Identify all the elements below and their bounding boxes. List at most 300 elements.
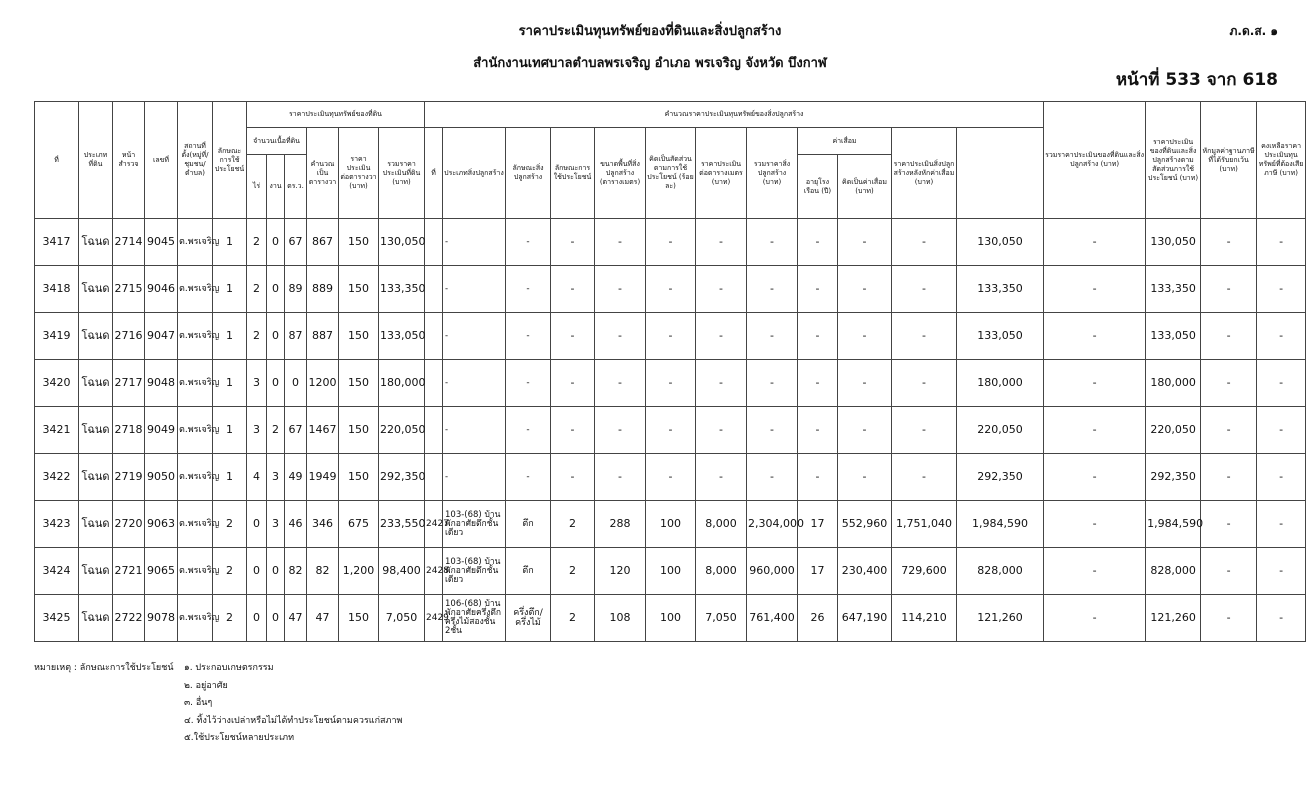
cell-bldg-price-per-m: - [696, 360, 747, 407]
cell-share-value: - [1044, 501, 1146, 548]
cell-land-type: โฉนด [79, 548, 113, 595]
cell-bldg-after-dep: - [892, 407, 957, 454]
table-body [35, 219, 1306, 642]
table-row [35, 454, 1306, 501]
cell-price-per-wa: 1,200 [339, 548, 379, 595]
col-survey-page: หน้าสำรวจ [113, 102, 145, 219]
cell-bldg-price-per-m: - [696, 266, 747, 313]
cell-remaining: - [1201, 407, 1257, 454]
col-ngan: งาน [267, 155, 285, 219]
cell-ngan: 2 [267, 407, 285, 454]
cell-location: ต.พรเจริญ [178, 360, 213, 407]
table-row [35, 548, 1306, 595]
cell-bldg-after-dep: 1,751,040 [892, 501, 957, 548]
cell-no: 3420 [35, 360, 79, 407]
cell-ngan: 0 [267, 595, 285, 642]
cell-share-value: - [1044, 454, 1146, 501]
cell-dep-age: 17 [798, 501, 838, 548]
cell-bldg-total: - [747, 407, 798, 454]
cell-rai: 3 [247, 360, 267, 407]
cell-bldg-area: - [595, 360, 646, 407]
cell-land-type: โฉนด [79, 501, 113, 548]
col-land-type: ประเภทที่ดิน [79, 102, 113, 219]
cell-bldg-price-per-m: - [696, 454, 747, 501]
cell-bldg-price-per-m: - [696, 219, 747, 266]
cell-dep-age: 17 [798, 548, 838, 595]
cell-bldg-usage: - [551, 266, 595, 313]
footnote-item: ๕.ใช้ประโยชน์หลายประเภท [184, 733, 295, 743]
area-group-header: จำนวนเนื้อที่ดิน [247, 128, 307, 155]
cell-grand-total: 220,050 [957, 407, 1044, 454]
cell-no: 3425 [35, 595, 79, 642]
footnote-label: หมายเหตุ : ลักษณะการใช้ประโยชน์ [34, 663, 174, 673]
cell-rai: 0 [247, 595, 267, 642]
cell-usage: 1 [213, 313, 247, 360]
cell-dep-age: - [798, 454, 838, 501]
cell-location: ต.พรเจริญ [178, 219, 213, 266]
cell-bldg-usage: 2 [551, 548, 595, 595]
cell-remaining: - [1201, 313, 1257, 360]
cell-bldg-no [425, 454, 443, 501]
cell-wa: 82 [285, 548, 307, 595]
cell-bldg-usage: - [551, 219, 595, 266]
cell-tax-rate: - [1257, 407, 1306, 454]
cell-bldg-area: 108 [595, 595, 646, 642]
form-code: ภ.ด.ส. ๑ [1229, 24, 1278, 38]
cell-price-per-wa: 150 [339, 219, 379, 266]
col-area-sqwa: คำนวณเป็นตารางวา [307, 128, 339, 219]
col-bldg-no: ที่ [425, 128, 443, 219]
cell-doc-no: 9045 [145, 219, 178, 266]
cell-area-sqwa: 889 [307, 266, 339, 313]
cell-bldg-pct: - [646, 454, 696, 501]
cell-ngan: 3 [267, 454, 285, 501]
cell-dep-amount: - [838, 454, 892, 501]
cell-grand-total: 133,050 [957, 313, 1044, 360]
cell-share-value: - [1044, 595, 1146, 642]
cell-share-value: - [1044, 219, 1146, 266]
cell-usage: 2 [213, 501, 247, 548]
cell-exemption: 220,050 [1146, 407, 1201, 454]
cell-bldg-type: 103-(68) บ้านพักอาศัยตึกชั้นเดียว [443, 501, 506, 548]
cell-dep-amount: 647,190 [838, 595, 892, 642]
cell-land-total: 133,350 [379, 266, 425, 313]
cell-bldg-no [425, 360, 443, 407]
cell-survey-page: 2717 [113, 360, 145, 407]
cell-grand-total: 1,984,590 [957, 501, 1044, 548]
cell-grand-total: 133,350 [957, 266, 1044, 313]
cell-dep-amount: - [838, 313, 892, 360]
cell-bldg-after-dep: - [892, 454, 957, 501]
cell-bldg-type: 106-(68) บ้านพักอาศัยครึ่งตึกครึ่งไม้สองชั้น 2ชั้น [443, 595, 506, 642]
cell-tax-rate: - [1257, 454, 1306, 501]
cell-bldg-kind: - [506, 407, 551, 454]
cell-location: ต.พรเจริญ [178, 407, 213, 454]
cell-dep-amount: 552,960 [838, 501, 892, 548]
cell-dep-amount: 230,400 [838, 548, 892, 595]
cell-bldg-type: - [443, 266, 506, 313]
cell-price-per-wa: 150 [339, 360, 379, 407]
col-bldg-kind: ลักษณะสิ่งปลูกสร้าง [506, 128, 551, 219]
cell-remaining: - [1201, 548, 1257, 595]
cell-dep-age: - [798, 266, 838, 313]
cell-doc-no: 9078 [145, 595, 178, 642]
cell-wa: 0 [285, 360, 307, 407]
cell-usage: 2 [213, 595, 247, 642]
cell-doc-no: 9063 [145, 501, 178, 548]
cell-location: ต.พรเจริญ [178, 595, 213, 642]
col-bldg-after-dep: ราคาประเมินสิ่งปลูกสร้างหลังหักค่าเสื่อม (บาท) [892, 128, 957, 219]
cell-area-sqwa: 1200 [307, 360, 339, 407]
col-bldg-area: ขนาดพื้นที่สิ่งปลูกสร้าง (ตารางเมตร) [595, 128, 646, 219]
cell-wa: 46 [285, 501, 307, 548]
cell-land-type: โฉนด [79, 407, 113, 454]
cell-exemption: 180,000 [1146, 360, 1201, 407]
cell-bldg-pct: - [646, 219, 696, 266]
col-land-total: รวมราคาประเมินที่ดิน (บาท) [379, 128, 425, 219]
cell-doc-no: 9048 [145, 360, 178, 407]
cell-bldg-pct: 100 [646, 595, 696, 642]
cell-area-sqwa: 47 [307, 595, 339, 642]
cell-rai: 2 [247, 313, 267, 360]
cell-no: 3423 [35, 501, 79, 548]
cell-ngan: 0 [267, 360, 285, 407]
cell-dep-amount: - [838, 360, 892, 407]
cell-bldg-kind: - [506, 313, 551, 360]
cell-remaining: - [1201, 501, 1257, 548]
document-subtitle: สำนักงานเทศบาลตำบลพรเจริญ อำเภอ พรเจริญ จังหวัด บึงกาฬ [473, 56, 827, 71]
cell-ngan: 3 [267, 501, 285, 548]
cell-rai: 0 [247, 501, 267, 548]
cell-bldg-no [425, 219, 443, 266]
cell-no: 3422 [35, 454, 79, 501]
table-row [35, 407, 1306, 454]
cell-dep-age: - [798, 219, 838, 266]
col-bldg-total: รวมราคาสิ่งปลูกสร้าง (บาท) [747, 128, 798, 219]
cell-survey-page: 2718 [113, 407, 145, 454]
cell-remaining: - [1201, 219, 1257, 266]
footnote-item: ๔. ทิ้งไว้ว่างเปล่าหรือไม่ได้ทำประโยชน์ตามควรแก่สภาพ [184, 715, 403, 726]
col-usage: ลักษณะการใช้ประโยชน์ [213, 102, 247, 219]
table-row [35, 313, 1306, 360]
cell-wa: 49 [285, 454, 307, 501]
assessment-table [34, 101, 1306, 642]
footnote-item: ๓. อื่นๆ [184, 698, 213, 708]
cell-rai: 0 [247, 548, 267, 595]
cell-bldg-usage: - [551, 454, 595, 501]
col-doc-no: เลขที่ [145, 102, 178, 219]
cell-land-total: 180,000 [379, 360, 425, 407]
table-row [35, 266, 1306, 313]
cell-location: ต.พรเจริญ [178, 266, 213, 313]
cell-dep-age: - [798, 313, 838, 360]
cell-survey-page: 2722 [113, 595, 145, 642]
cell-bldg-no: 2429 [425, 595, 443, 642]
cell-bldg-no [425, 313, 443, 360]
cell-bldg-pct: - [646, 407, 696, 454]
cell-survey-page: 2719 [113, 454, 145, 501]
cell-doc-no: 9047 [145, 313, 178, 360]
cell-bldg-after-dep: 729,600 [892, 548, 957, 595]
cell-survey-page: 2721 [113, 548, 145, 595]
cell-rai: 3 [247, 407, 267, 454]
cell-remaining: - [1201, 360, 1257, 407]
cell-bldg-kind: - [506, 360, 551, 407]
cell-bldg-pct: 100 [646, 548, 696, 595]
cell-land-total: 98,400 [379, 548, 425, 595]
cell-no: 3417 [35, 219, 79, 266]
cell-ngan: 0 [267, 548, 285, 595]
cell-area-sqwa: 887 [307, 313, 339, 360]
cell-wa: 89 [285, 266, 307, 313]
cell-ngan: 0 [267, 219, 285, 266]
cell-land-total: 133,050 [379, 313, 425, 360]
table-row [35, 595, 1306, 642]
cell-bldg-after-dep: - [892, 266, 957, 313]
cell-price-per-wa: 150 [339, 266, 379, 313]
cell-location: ต.พรเจริญ [178, 548, 213, 595]
cell-bldg-area: - [595, 219, 646, 266]
cell-grand-total: 180,000 [957, 360, 1044, 407]
cell-bldg-type: - [443, 360, 506, 407]
cell-bldg-total: 960,000 [747, 548, 798, 595]
cell-bldg-total: - [747, 313, 798, 360]
cell-area-sqwa: 1467 [307, 407, 339, 454]
col-grand-total: รวมราคาประเมินของที่ดินและสิ่งปลูกสร้าง (บาท) [1044, 102, 1146, 219]
building-group-header: คำนวณราคาประเมินทุนทรัพย์ของสิ่งปลูกสร้าง [425, 102, 1044, 128]
cell-area-sqwa: 867 [307, 219, 339, 266]
cell-bldg-total: 761,400 [747, 595, 798, 642]
cell-bldg-type: - [443, 219, 506, 266]
cell-bldg-area: - [595, 407, 646, 454]
cell-usage: 2 [213, 548, 247, 595]
cell-bldg-usage: 2 [551, 595, 595, 642]
cell-remaining: - [1201, 454, 1257, 501]
cell-tax-rate: - [1257, 360, 1306, 407]
cell-grand-total: 828,000 [957, 548, 1044, 595]
cell-bldg-no: 2427 [425, 501, 443, 548]
col-exemption: หักมูลค่าฐานภาษีที่ได้รับยกเว้น (บาท) [1201, 102, 1257, 219]
cell-bldg-kind: ตึก [506, 548, 551, 595]
cell-exemption: 133,350 [1146, 266, 1201, 313]
col-bldg-usage: ลักษณะการใช้ประโยชน์ [551, 128, 595, 219]
cell-share-value: - [1044, 360, 1146, 407]
cell-usage: 1 [213, 360, 247, 407]
cell-bldg-area: - [595, 266, 646, 313]
cell-exemption: 828,000 [1146, 548, 1201, 595]
cell-land-type: โฉนด [79, 360, 113, 407]
cell-bldg-kind: - [506, 454, 551, 501]
table-row [35, 219, 1306, 266]
col-price-per-wa: ราคาประเมินต่อตารางวา (บาท) [339, 128, 379, 219]
col-bldg-pct: คิดเป็นสัดส่วนตามการใช้ประโยชน์ (ร้อยละ) [646, 128, 696, 219]
cell-land-total: 220,050 [379, 407, 425, 454]
col-bldg-type: ประเภทสิ่งปลูกสร้าง [443, 128, 506, 219]
col-bldg-price-per-m: ราคาประเมินต่อตารางเมตร (บาท) [696, 128, 747, 219]
cell-bldg-type: - [443, 454, 506, 501]
cell-price-per-wa: 150 [339, 454, 379, 501]
cell-usage: 1 [213, 407, 247, 454]
cell-bldg-no [425, 407, 443, 454]
cell-dep-amount: - [838, 407, 892, 454]
cell-doc-no: 9049 [145, 407, 178, 454]
cell-survey-page: 2715 [113, 266, 145, 313]
cell-usage: 1 [213, 219, 247, 266]
cell-bldg-no [425, 266, 443, 313]
cell-share-value: - [1044, 548, 1146, 595]
cell-bldg-total: - [747, 266, 798, 313]
cell-bldg-after-dep: - [892, 360, 957, 407]
cell-tax-rate: - [1257, 266, 1306, 313]
cell-price-per-wa: 150 [339, 595, 379, 642]
cell-bldg-total: - [747, 360, 798, 407]
cell-land-type: โฉนด [79, 595, 113, 642]
cell-bldg-price-per-m: 8,000 [696, 548, 747, 595]
cell-bldg-price-per-m: 8,000 [696, 501, 747, 548]
cell-no: 3419 [35, 313, 79, 360]
cell-bldg-kind: - [506, 266, 551, 313]
cell-tax-rate: - [1257, 219, 1306, 266]
col-dep-age: อายุโรงเรือน (ปี) [798, 155, 838, 219]
cell-survey-page: 2720 [113, 501, 145, 548]
cell-tax-rate: - [1257, 313, 1306, 360]
col-wa: ตร.ว. [285, 155, 307, 219]
document-title: ราคาประเมินทุนทรัพย์ของที่ดินและสิ่งปลูกสร้าง [518, 24, 782, 39]
cell-tax-rate: - [1257, 595, 1306, 642]
table-row [35, 360, 1306, 407]
cell-exemption: 133,050 [1146, 313, 1201, 360]
cell-doc-no: 9050 [145, 454, 178, 501]
cell-area-sqwa: 1949 [307, 454, 339, 501]
cell-bldg-usage: - [551, 313, 595, 360]
cell-exemption: 130,050 [1146, 219, 1201, 266]
cell-bldg-after-dep: 114,210 [892, 595, 957, 642]
cell-price-per-wa: 150 [339, 313, 379, 360]
cell-bldg-usage: - [551, 407, 595, 454]
cell-exemption: 1,984,590 [1146, 501, 1201, 548]
cell-wa: 67 [285, 219, 307, 266]
col-no: ที่ [35, 102, 79, 219]
cell-no: 3421 [35, 407, 79, 454]
cell-wa: 47 [285, 595, 307, 642]
cell-dep-amount: - [838, 219, 892, 266]
footnote-items [184, 660, 402, 748]
cell-location: ต.พรเจริญ [178, 313, 213, 360]
cell-location: ต.พรเจริญ [178, 454, 213, 501]
cell-dep-age: - [798, 407, 838, 454]
cell-survey-page: 2714 [113, 219, 145, 266]
cell-location: ต.พรเจริญ [178, 501, 213, 548]
cell-grand-total: 130,050 [957, 219, 1044, 266]
page-indicator: หน้าที่ 533 จาก 618 [1115, 70, 1278, 90]
cell-land-type: โฉนด [79, 454, 113, 501]
cell-area-sqwa: 346 [307, 501, 339, 548]
cell-remaining: - [1201, 595, 1257, 642]
cell-price-per-wa: 150 [339, 407, 379, 454]
cell-land-total: 292,350 [379, 454, 425, 501]
cell-bldg-after-dep: - [892, 313, 957, 360]
table-row [35, 501, 1306, 548]
cell-no: 3418 [35, 266, 79, 313]
cell-land-total: 7,050 [379, 595, 425, 642]
cell-bldg-total: - [747, 219, 798, 266]
cell-usage: 1 [213, 266, 247, 313]
cell-bldg-usage: 2 [551, 501, 595, 548]
cell-bldg-type: - [443, 313, 506, 360]
cell-usage: 1 [213, 454, 247, 501]
cell-doc-no: 9065 [145, 548, 178, 595]
cell-no: 3424 [35, 548, 79, 595]
col-share-value: ราคาประเมินของที่ดินและสิ่งปลูกสร้างตามสัดส่วนการใช้ประโยชน์ (บาท) [1146, 102, 1201, 219]
cell-price-per-wa: 675 [339, 501, 379, 548]
col-location: สถานที่ตั้ง(หมู่ที่/ชุมชน/ตำบล) [178, 102, 213, 219]
cell-bldg-kind: ครึ่งตึก/ครึ่งไม้ [506, 595, 551, 642]
footnote-item: ๑. ประกอบเกษตรกรรม [184, 663, 274, 673]
cell-share-value: - [1044, 407, 1146, 454]
cell-rai: 2 [247, 219, 267, 266]
cell-area-sqwa: 82 [307, 548, 339, 595]
cell-bldg-price-per-m: - [696, 407, 747, 454]
cell-bldg-after-dep: - [892, 219, 957, 266]
cell-wa: 67 [285, 407, 307, 454]
footnote-item: ๒. อยู่อาศัย [184, 680, 228, 691]
table-header [35, 102, 1306, 219]
cell-exemption: 292,350 [1146, 454, 1201, 501]
cell-land-total: 233,550 [379, 501, 425, 548]
cell-bldg-price-per-m: 7,050 [696, 595, 747, 642]
cell-bldg-total: 2,304,000 [747, 501, 798, 548]
cell-bldg-type: - [443, 407, 506, 454]
cell-land-type: โฉนด [79, 219, 113, 266]
cell-bldg-total: - [747, 454, 798, 501]
cell-grand-total: 121,260 [957, 595, 1044, 642]
cell-bldg-kind: ตึก [506, 501, 551, 548]
cell-wa: 87 [285, 313, 307, 360]
cell-bldg-area: 120 [595, 548, 646, 595]
col-remaining: คงเหลือราคาประเมินทุนทรัพย์ที่ต้องเสียภาษี (บาท) [1257, 102, 1306, 219]
cell-rai: 4 [247, 454, 267, 501]
col-dep-amount: คิดเป็นค่าเสื่อม (บาท) [838, 155, 892, 219]
cell-bldg-type: 103-(68) บ้านพักอาศัยตึกชั้นเดียว [443, 548, 506, 595]
cell-bldg-area: - [595, 313, 646, 360]
cell-bldg-area: - [595, 454, 646, 501]
cell-bldg-pct: - [646, 360, 696, 407]
cell-dep-amount: - [838, 266, 892, 313]
cell-tax-rate: - [1257, 548, 1306, 595]
cell-bldg-pct: 100 [646, 501, 696, 548]
cell-remaining: - [1201, 266, 1257, 313]
land-group-header: ราคาประเมินทุนทรัพย์ของที่ดิน [247, 102, 425, 128]
cell-survey-page: 2716 [113, 313, 145, 360]
cell-dep-age: 26 [798, 595, 838, 642]
cell-bldg-pct: - [646, 313, 696, 360]
cell-bldg-pct: - [646, 266, 696, 313]
cell-grand-total: 292,350 [957, 454, 1044, 501]
cell-dep-age: - [798, 360, 838, 407]
cell-land-total: 130,050 [379, 219, 425, 266]
cell-bldg-usage: - [551, 360, 595, 407]
col-rai: ไร่ [247, 155, 267, 219]
cell-tax-rate: - [1257, 501, 1306, 548]
depreciation-group-header: ค่าเสื่อม [798, 128, 892, 155]
cell-bldg-area: 288 [595, 501, 646, 548]
cell-bldg-no: 2428 [425, 548, 443, 595]
cell-ngan: 0 [267, 313, 285, 360]
cell-land-type: โฉนด [79, 313, 113, 360]
cell-bldg-kind: - [506, 219, 551, 266]
cell-exemption: 121,260 [1146, 595, 1201, 642]
cell-doc-no: 9046 [145, 266, 178, 313]
